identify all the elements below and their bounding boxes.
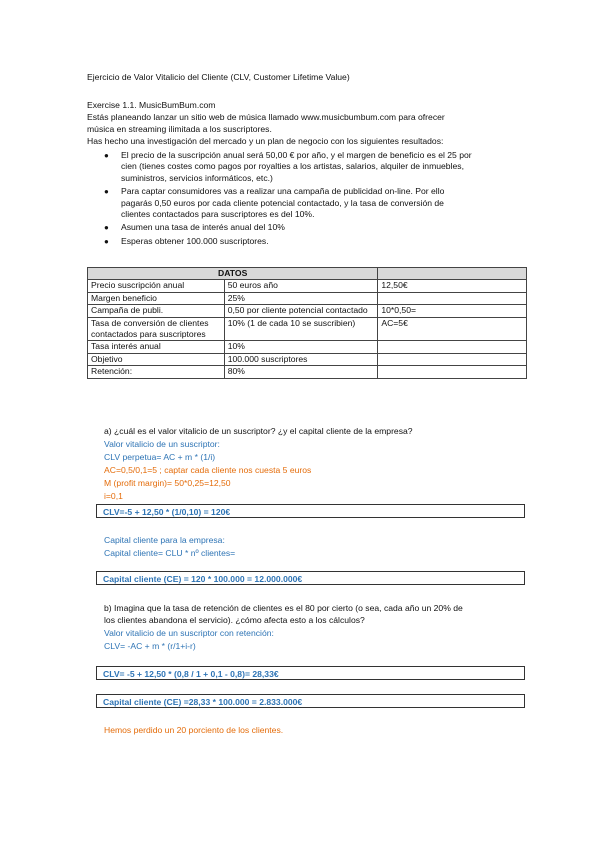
- table-row: [88, 305, 527, 317]
- intro-line-1: Estás planeando lanzar un sitio web de música llamado www.musicbumbum.com para ofrecer: [87, 112, 445, 122]
- table-cell-extra: [378, 292, 527, 304]
- question-b-line-2: los clientes abandona el servicio). ¿cómo afecta esto a los cálculos?: [104, 615, 365, 625]
- list-item: ● El precio de la suscripción anual será 50,00 € por año, y el margen de beneficio es el 25 por cien (tienes costes como pagos por royalties a los artistas, salarios, alquiler de inmuebles, suministros, servicios informáticos, etc.): [104, 150, 472, 183]
- retention-formula: CLV= -AC + m * (r/1+i-r): [104, 641, 196, 651]
- table-row: [88, 341, 527, 353]
- capital-formula: Capital cliente= CLU * nº clientes=: [104, 548, 236, 558]
- clv-result-box: CLV=-5 + 12,50 * (1/0,10) = 120€: [96, 504, 525, 518]
- capital-subtitle: Capital cliente para la empresa:: [104, 535, 225, 545]
- table-row: [88, 292, 527, 304]
- question-b-line-1: b) Imagina que la tasa de retención de clientes es el 80 por cierto (o sea, cada año un 20% de: [104, 603, 463, 613]
- table-cell-label: Campaña de publi.: [88, 305, 225, 317]
- bullet-icon: ●: [104, 223, 109, 233]
- list-item: ● Esperas obtener 100.000 suscriptores.: [104, 235, 269, 246]
- clv-formula: CLV perpetua= AC + m * (1/i): [104, 452, 216, 462]
- ac-calculation: AC=0,5/0,1=5 ; captar cada cliente nos cuesta 5 euros: [104, 465, 312, 475]
- table-header-empty: [378, 268, 527, 280]
- clv-retention-result-box: CLV= -5 + 12,50 * (0,8 / 1 + 0,1 - 0,8)= 28,33€: [96, 666, 525, 680]
- intro-line-3: Has hecho una investigación del mercado y un plan de negocio con los siguientes resultados:: [87, 136, 444, 146]
- bullet-icon: ●: [104, 187, 109, 197]
- question-a: a) ¿cuál es el valor vitalicio de un suscriptor? ¿y el capital cliente de la empresa?: [104, 426, 413, 436]
- table-cell-label: Precio suscripción anual: [88, 280, 225, 292]
- clv-subtitle: Valor vitalicio de un suscriptor:: [104, 439, 220, 449]
- list-item: ● Asumen una tasa de interés anual del 10%: [104, 222, 285, 233]
- capital-result-box: Capital cliente (CE) = 120 * 100.000 = 12.000.000€: [96, 571, 525, 585]
- table-cell-label: Tasa interés anual: [88, 341, 225, 353]
- conclusion: Hemos perdido un 20 porciento de los clientes.: [104, 725, 284, 735]
- bullet-icon: ●: [104, 236, 109, 246]
- table-header-row: [88, 268, 527, 280]
- table-row: [88, 353, 527, 365]
- table-cell-extra: 10*0,50=: [378, 305, 527, 317]
- table-header: DATOS: [88, 268, 378, 280]
- table-cell-label: Margen beneficio: [88, 292, 225, 304]
- table-row: [88, 317, 527, 341]
- table-cell-value: 100.000 suscriptores: [224, 353, 378, 365]
- table-row: [88, 280, 527, 292]
- margin-calculation: M (profit margin)= 50*0,25=12,50: [104, 478, 231, 488]
- table-cell-value: 50 euros año: [224, 280, 378, 292]
- data-table: [87, 267, 527, 379]
- capital-retention-result-box: Capital cliente (CE) =28,33 * 100.000 = 2.833.000€: [96, 694, 525, 708]
- table-cell-value: 80%: [224, 366, 378, 378]
- table-cell-value: 0,50 por cliente potencial contactado: [224, 305, 378, 317]
- intro-line-2: música en streaming ilimitada a los suscriptores.: [87, 124, 272, 134]
- table-cell-extra: [378, 341, 527, 353]
- table-cell-label: Objetivo: [88, 353, 225, 365]
- table-cell-extra: [378, 353, 527, 365]
- table-cell-value: 25%: [224, 292, 378, 304]
- list-item: ● Para captar consumidores vas a realizar una campaña de publicidad on-line. Por ello pagarás 0,50 euros por cada cliente potencial contactado, y la tasa de conversión de clientes contactados para suscriptores es del 10%.: [104, 186, 445, 220]
- exercise-heading: Exercise 1.1. MusicBumBum.com: [87, 100, 216, 110]
- table-cell-extra: AC=5€: [378, 317, 527, 341]
- retention-subtitle: Valor vitalicio de un suscriptor con retención:: [104, 628, 274, 638]
- bullet-icon: ●: [104, 151, 109, 160]
- table-cell-label: Retención:: [88, 366, 225, 378]
- table-cell-extra: [378, 366, 527, 378]
- table-cell-label: Tasa de conversión de clientes contactados para suscriptores: [88, 317, 225, 341]
- table-cell-extra: 12,50€: [378, 280, 527, 292]
- table-row: [88, 366, 527, 378]
- table-cell-value: 10% (1 de cada 10 se suscribien): [224, 317, 378, 341]
- document-title: Ejercicio de Valor Vitalicio del Cliente (CLV, Customer Lifetime Value): [87, 72, 350, 82]
- interest-value: i=0,1: [104, 491, 123, 501]
- requirements-list: [104, 150, 524, 249]
- table-cell-value: 10%: [224, 341, 378, 353]
